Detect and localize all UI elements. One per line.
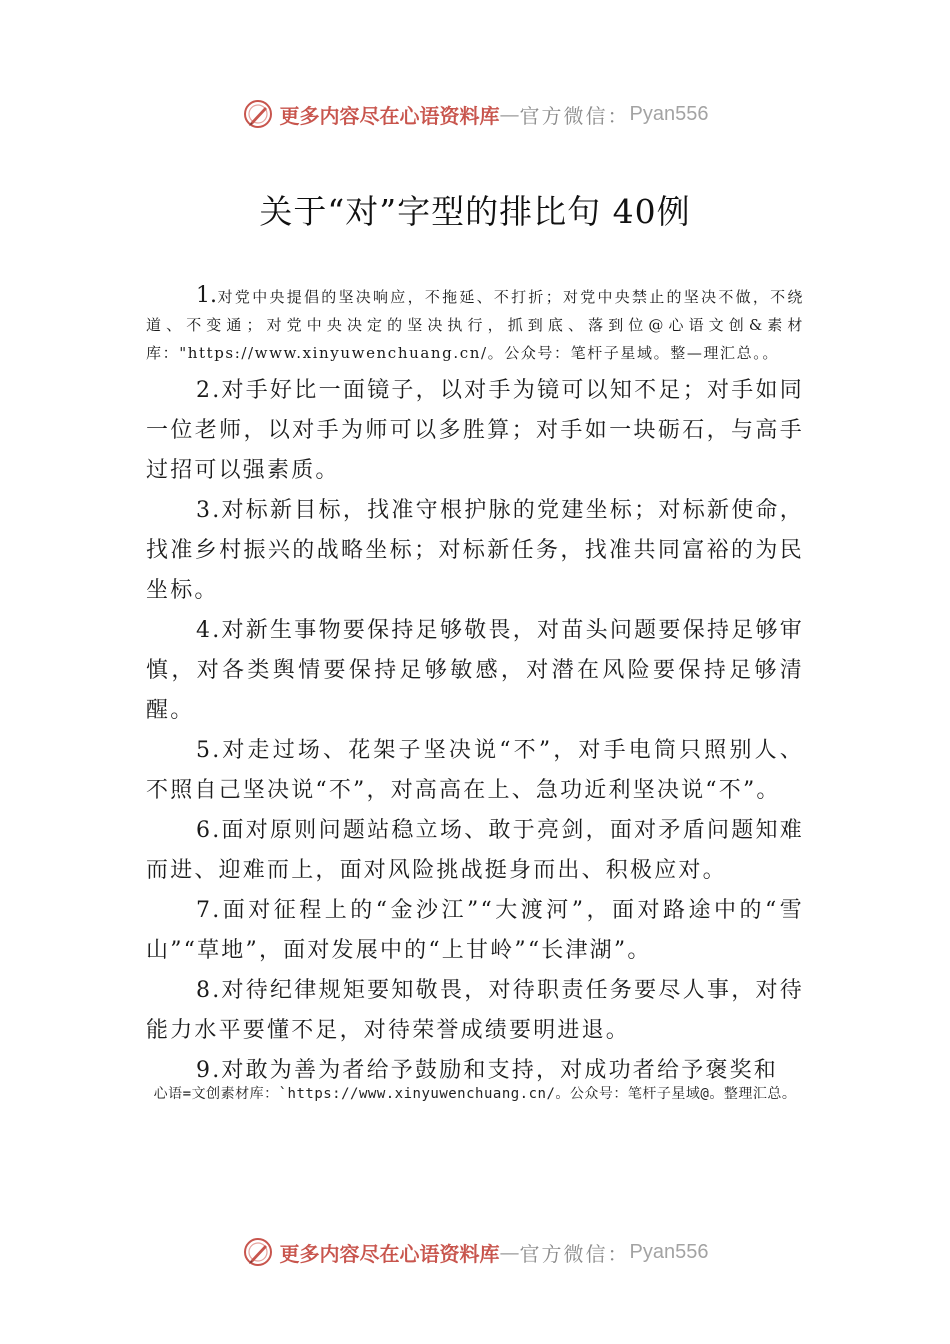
banner-wechat-label: 官方微信：: [519, 103, 630, 128]
document-title: 关于“对”字型的排比句 40例: [259, 192, 691, 231]
quill-pen-logo-icon: [242, 1236, 274, 1268]
header-banner: [0, 92, 950, 136]
list-item-5: 5.对走过场、花架子坚决说“不”，对手电筒只照别人、不照自己坚决说“不”，对高高在上、急功近利坚决说“不”。: [146, 738, 804, 803]
list-item-7: 7.面对征程上的“金沙江”“大渡河”，面对路途中的“雪山”“草地”，面对发展中的“上甘岭”“长津湖”。: [146, 898, 804, 963]
banner-text: 更多内容尽在心语资料库: [279, 103, 500, 128]
banner-separator: —: [499, 1240, 520, 1264]
footer-note: 心语=文创素材库：`https://www.xinyuwenchuang.cn/。公众号：笔杆子星域@。整理汇总。: [153, 1086, 797, 1102]
footer-banner: [0, 1230, 950, 1274]
list-item-4: 4.对新生事物要保持足够敬畏，对苗头问题要保持足够审慎，对各类舆情要保持足够敏感，对潜在风险要保持足够清醒。: [146, 618, 804, 723]
list-item-8: 8.对待纪律规矩要知敬畏，对待职责任务要尽人事，对待能力水平要懂不足，对待荣誉成绩要明进退。: [146, 978, 804, 1043]
item-text: 对党中央提倡的坚决响应，不拖延、不打折；对党中央禁止的坚决不做，不绕道、不变通；对党中央决定的坚决执行，抓到底、落到位@心语文创&素材库："https://www.xinyuwenchuang.cn/。公众号：笔杆子星域。整—理汇总。。: [146, 288, 804, 362]
list-item-3: 3.对标新目标，找准守根护脉的党建坐标；对标新使命，找准乡村振兴的战略坐标；对标新任务，找准共同富裕的为民坐标。: [146, 498, 804, 603]
banner-separator: —: [499, 102, 520, 126]
banner-wechat-id: Pyan556: [629, 102, 709, 125]
list-item-9: 9.对敢为善为者给予鼓励和支持，对成功者给予褒奖和: [196, 1058, 778, 1083]
item-number: 1.: [196, 283, 217, 308]
quill-pen-logo-icon: [242, 98, 274, 130]
banner-text: 更多内容尽在心语资料库: [279, 1241, 500, 1266]
list-item-6: 6.面对原则问题站稳立场、敢于亮剑，面对矛盾问题知难而进、迎难而上，面对风险挑战挺身而出、积极应对。: [146, 818, 804, 883]
banner-wechat-label: 官方微信：: [519, 1241, 630, 1266]
list-item-2: 2.对手好比一面镜子，以对手为镜可以知不足；对手如同一位老师，以对手为师可以多胜算；对手如一块砺石，与高手过招可以强素质。: [146, 378, 804, 483]
list-item-1: [146, 282, 804, 367]
banner-wechat-id: Pyan556: [629, 1240, 709, 1263]
document-body: [146, 282, 804, 1091]
